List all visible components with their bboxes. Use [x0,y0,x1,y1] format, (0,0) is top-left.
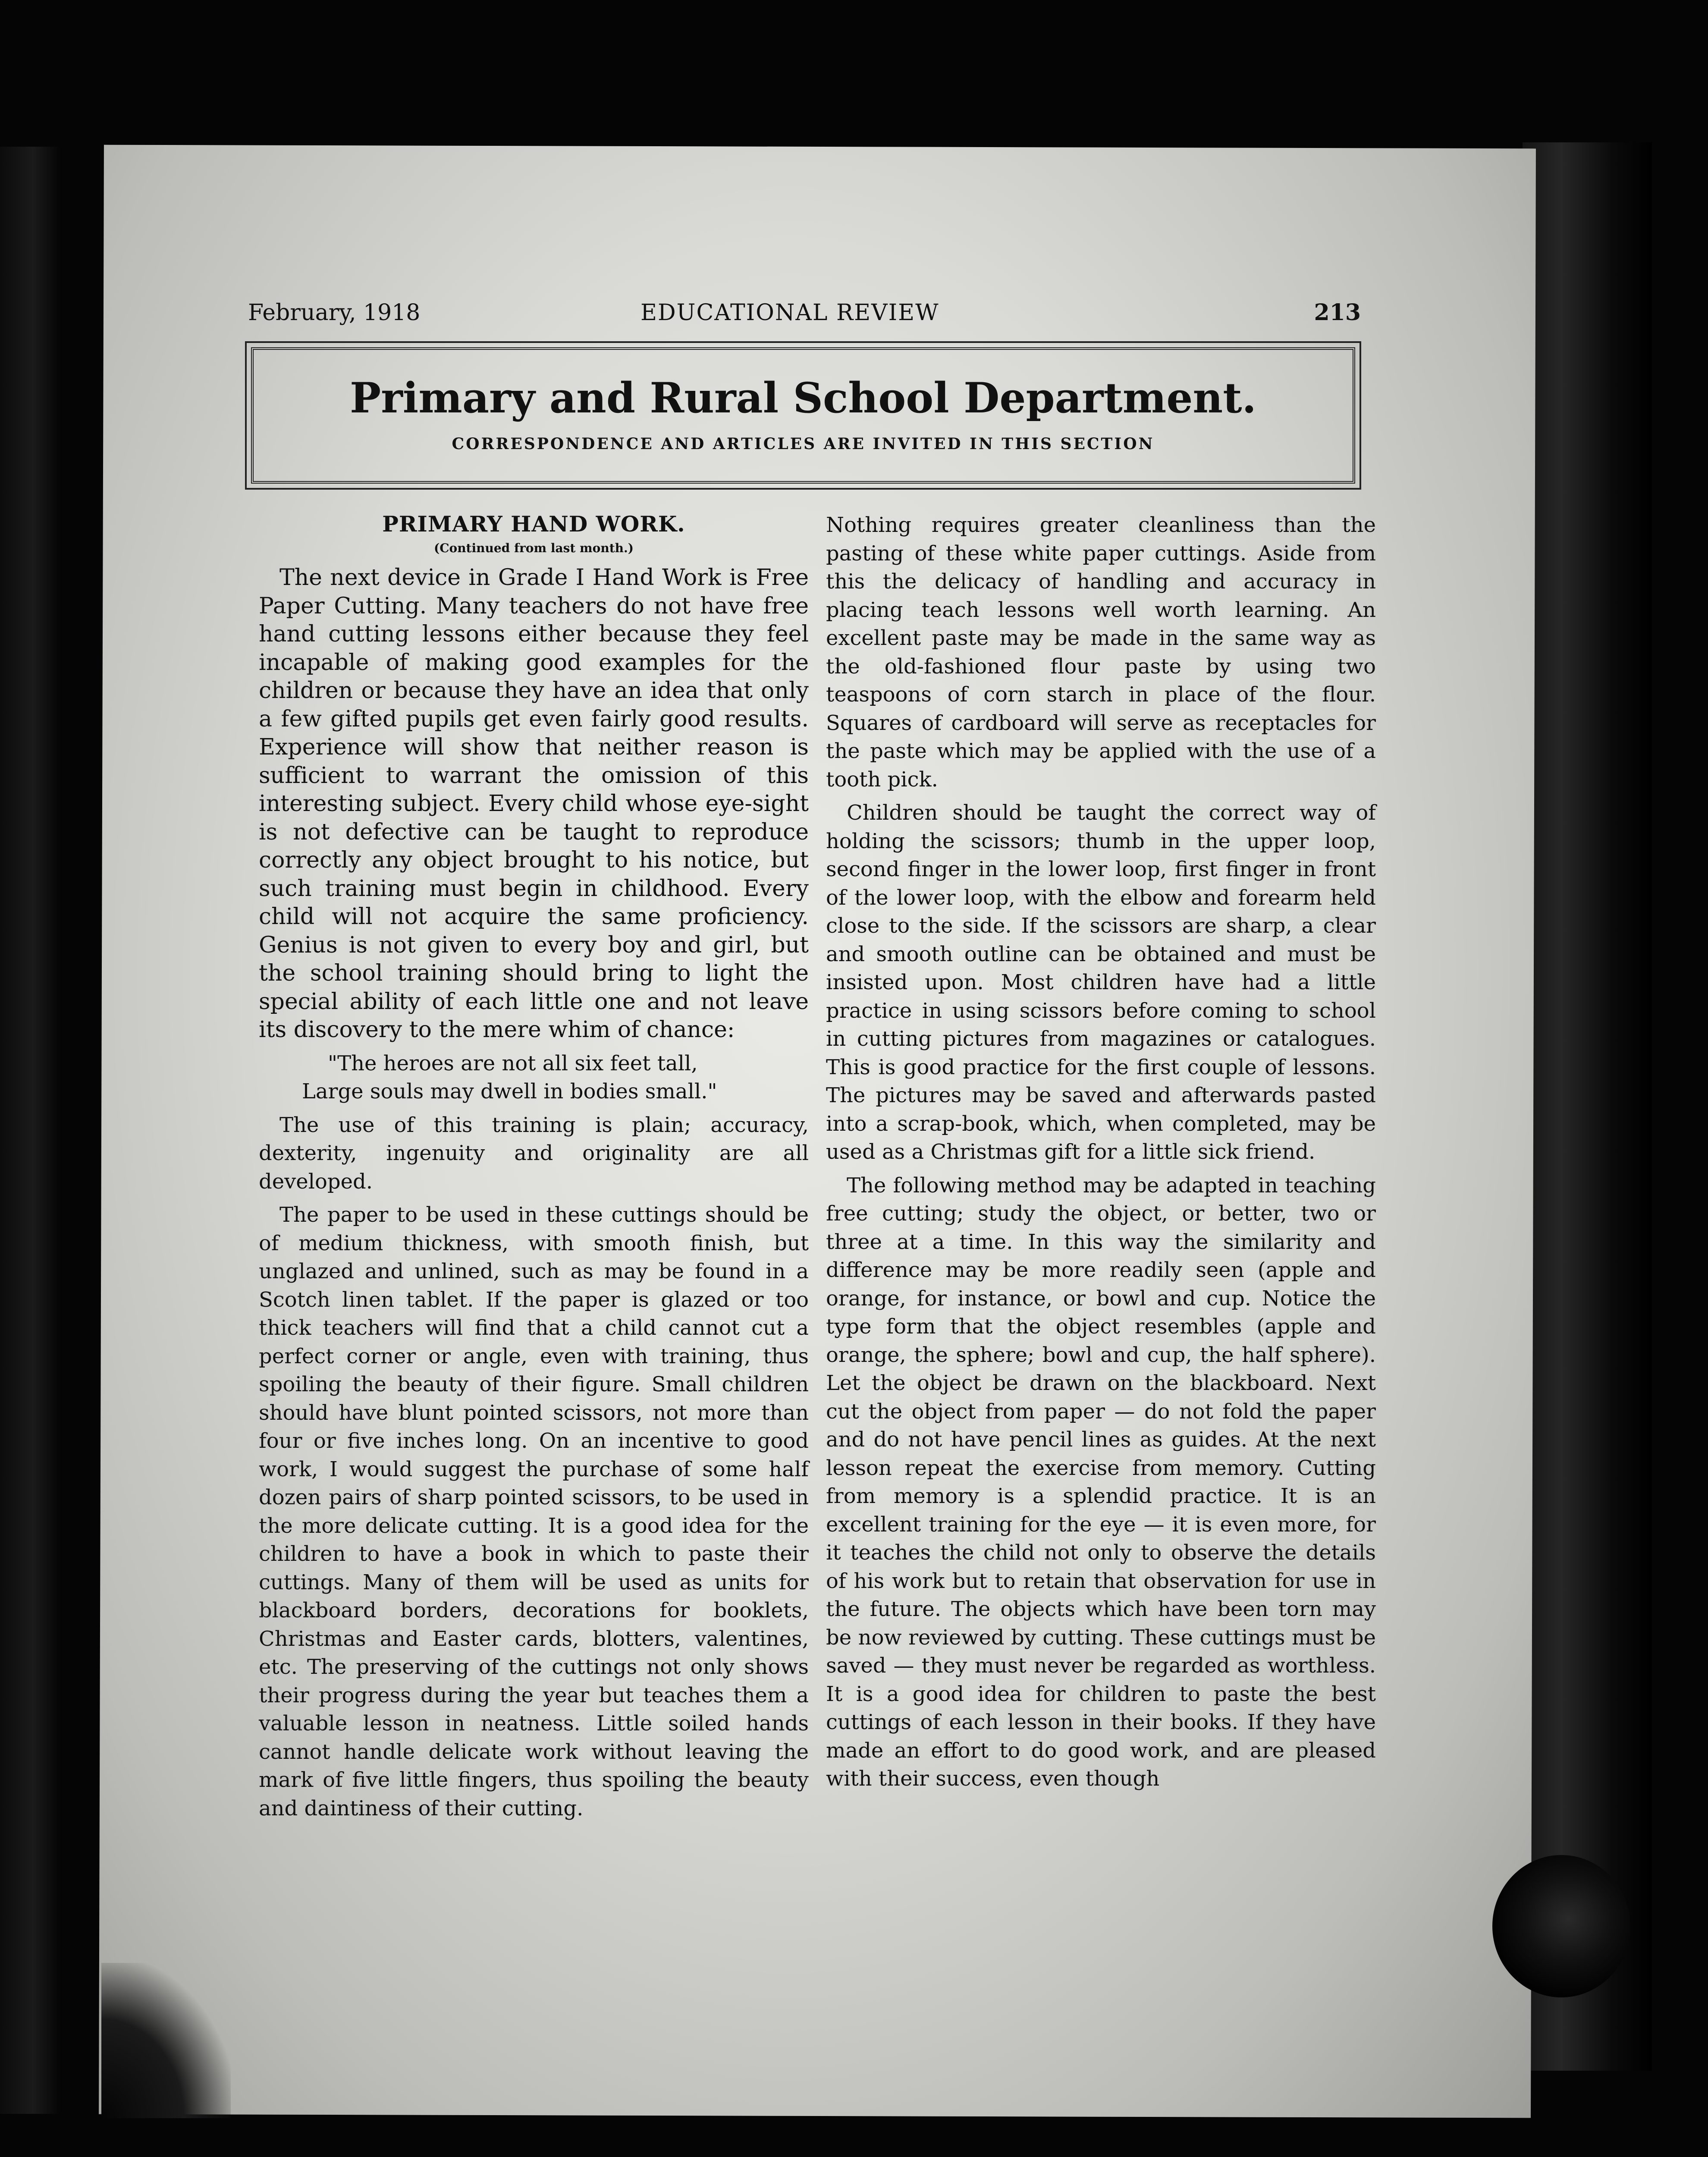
paragraph: The next device in Grade I Hand Work is Free Paper Cutting. Many teachers do not have free hand cutting lessons either because they feel incapable of making good examples for the children or because they have an idea that only a few gifted pupils get even fairly good results. Experience will show that neither reason is sufficient to warrant the omission of this interesting subject. Every child whose eye-sight is not defective can be taught to reproduce correctly any object brought to his notice, but such training must begin in childhood. Every child will not acquire the same proficiency. Genius is not given to every boy and girl, but the school training should bring to light the special ability of each little one and not leave its discovery to the mere whim of chance: [259,565,809,1043]
corner-shadow [101,1963,231,2118]
paragraph: The following method may be adapted in teaching free cutting; study the object, or better, two or three at a time. In this way the similarity and difference may be more readily seen (apple and orange, for instance, or bowl and cup. Notice the type form that the object resembles (apple and orange, the sphere; bowl and cup, the half sphere). Let the object be drawn on the blackboard. Next cut the object from paper — do not fold the paper and do not have pencil lines as guides. At the next lesson repeat the exercise from memory. Cutting from memory is a splendid practice. It is an excellent training for the eye — it is even more, for it teaches the child not only to observe the details of his work but to retain that observation for use in the future. The objects which have been torn may be now reviewed by cutting. These cuttings must be saved — they must never be regarded as worthless. It is a good idea for children to paste the best cuttings of each lesson in their books. If they have made an effort to do good work, and are pleased with their success, even though [826,1173,1376,1791]
article-continuation-note: (Continued from last month.) [433,541,634,555]
paragraph: Nothing requires greater cleanliness than the pasting of these white paper cuttings. Aside from this the delicacy of handling and accuracy in placing teach lessons well worth learning. An excellent paste may be made in the same way as the old-fashioned flour paste by using two teaspoons of corn starch in place of the flour. Squares of cardboard will serve as receptacles for the paste which may be applied with the use of a tooth pick. [826,513,1376,792]
running-header [248,296,1361,334]
header-journal-title: EDUCATIONAL REVIEW [640,300,939,326]
department-title-box [251,347,1355,484]
right-column [826,511,1376,1799]
verse-quote [259,1050,809,1106]
paragraph: The use of this training is plain; accuracy, dexterity, ingenuity and originality are all developed. [259,1113,809,1194]
book-edge [1523,142,1652,2071]
paragraph: Children should be taught the correct way of holding the scissors; thumb in the upper loop, second finger in the lower loop, first finger in front of the lower loop, with the elbow and forearm held close to the side. If the scissors are sharp, a clear and smooth outline can be obtained and must be insisted upon. Most children have had a little practice in using scissors before coming to school in cutting pictures from magazines or catalogues. This is good practice for the first couple of lessons. The pictures may be saved and afterwards pasted into a scrap-book, which, when completed, may be used as a Christmas gift for a little sick friend. [826,801,1376,1164]
verse-line: Large souls may dwell in bodies small." [302,1079,717,1104]
header-page-number: 213 [1314,299,1361,326]
article-title: PRIMARY HAND WORK. [382,511,685,537]
binding-clip [1492,1855,1630,1997]
header-date: February, 1918 [248,300,421,326]
verse-line: "The heroes are not all six feet tall, [328,1051,698,1075]
paragraph: The paper to be used in these cuttings should be of medium thickness, with smooth finish, but unglazed and unlined, such as may be found in a Scotch linen tablet. If the paper is glazed or too thick teachers will find that a child cannot cut a perfect corner or angle, even with training, thus spoiling the beauty of their figure. Small children should have blunt pointed scissors, not more than four or five inches long. On an incentive to good work, I would suggest the purchase of some half dozen pairs of sharp pointed scissors, to be used in the more delicate cutting. It is a good idea for the children to have a book in which to paste their cuttings. Many of them will be used as units for blackboard borders, decorations for booklets, Christmas and Easter cards, blotters, valentines, etc. The preserving of the cuttings not only shows their progress during the year but teaches them a valuable lesson in neatness. Little soiled hands cannot handle delicate work without leaving the mark of five little fingers, thus spoiling the beauty and daintiness of their cutting. [259,1203,809,1821]
left-column [259,511,809,1828]
department-title: Primary and Rural School Department. [350,374,1256,422]
department-subtitle: CORRESPONDENCE AND ARTICLES ARE INVITED IN THIS SECTION [452,435,1155,453]
left-page-edge [0,147,60,2114]
